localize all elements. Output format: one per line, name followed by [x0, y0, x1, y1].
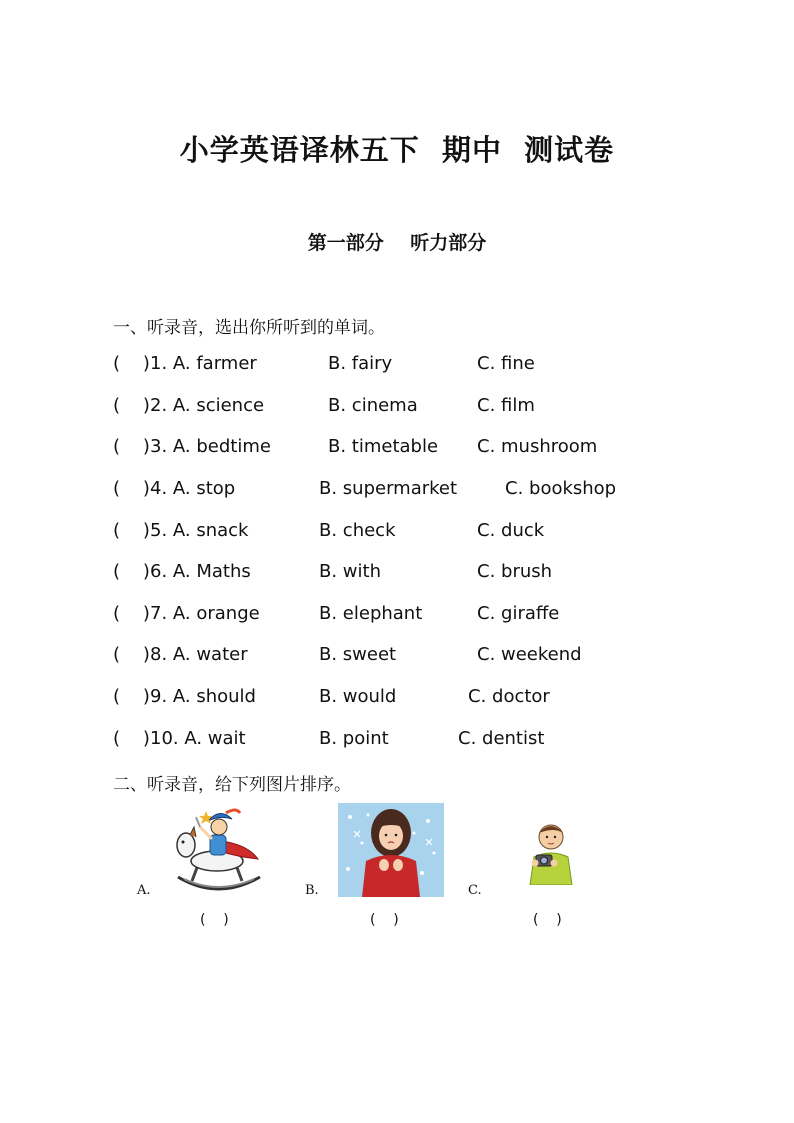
option-b: B. sweet — [319, 644, 397, 665]
answer-blank[interactable]: ( ) — [113, 353, 150, 374]
answer-blank[interactable]: ( ) — [113, 686, 150, 707]
option-b: B. fairy — [328, 353, 393, 374]
picture-a-answer-blank[interactable]: ( ) — [200, 912, 229, 928]
picture-a-letter: A. — [137, 883, 151, 898]
option-a: 5. A. snack — [150, 520, 249, 541]
option-b: B. point — [319, 728, 389, 749]
girl-in-snow-icon — [338, 803, 444, 897]
option-c: C. fine — [477, 353, 535, 374]
option-a: 6. A. Maths — [150, 561, 251, 582]
option-c: C. mushroom — [477, 436, 598, 457]
option-a: 10. A. wait — [150, 728, 246, 749]
answer-blank[interactable]: ( ) — [113, 478, 150, 499]
option-a: 4. A. stop — [150, 478, 236, 499]
option-c: C. bookshop — [505, 478, 617, 499]
option-c: C. duck — [477, 520, 545, 541]
question-row-7 — [113, 603, 713, 633]
option-b: B. would — [319, 686, 397, 707]
page-title: 小学英语译林五下 期中 测试卷 — [179, 133, 615, 167]
option-b: B. check — [319, 520, 396, 541]
answer-blank[interactable]: ( ) — [113, 395, 150, 416]
picture-c-answer-blank[interactable]: ( ) — [533, 912, 562, 928]
section-two-heading: 二、听录音，给下列图片排序。 — [113, 775, 351, 795]
option-a: 9. A. should — [150, 686, 256, 707]
question-row-4 — [113, 478, 713, 508]
picture-b-answer-blank[interactable]: ( ) — [370, 912, 399, 928]
answer-blank[interactable]: ( ) — [113, 603, 150, 624]
answer-blank[interactable]: ( ) — [113, 644, 150, 665]
question-row-9 — [113, 686, 713, 716]
option-b: B. timetable — [328, 436, 439, 457]
picture-b-letter: B. — [305, 883, 319, 898]
option-a: 3. A. bedtime — [150, 436, 271, 457]
answer-blank[interactable]: ( ) — [113, 520, 150, 541]
question-row-2 — [113, 395, 713, 425]
question-row-5 — [113, 520, 713, 550]
question-row-8 — [113, 644, 713, 674]
question-row-10 — [113, 728, 713, 758]
option-c: C. doctor — [468, 686, 550, 707]
option-a: 2. A. science — [150, 395, 265, 416]
section-one-heading: 一、听录音，选出你所听到的单词。 — [113, 318, 385, 338]
question-row-1 — [113, 353, 713, 383]
question-row-3 — [113, 436, 713, 466]
option-a: 8. A. water — [150, 644, 248, 665]
option-b: B. cinema — [328, 395, 418, 416]
answer-blank[interactable]: ( ) — [113, 436, 150, 457]
option-c: C. dentist — [458, 728, 545, 749]
rocking-horse-child-icon — [170, 805, 265, 897]
option-c: C. weekend — [477, 644, 582, 665]
answer-blank[interactable]: ( ) — [113, 728, 150, 749]
option-c: C. brush — [477, 561, 553, 582]
option-a: 1. A. farmer — [150, 353, 257, 374]
option-c: C. giraffe — [477, 603, 560, 624]
option-a: 7. A. orange — [150, 603, 260, 624]
option-b: B. elephant — [319, 603, 423, 624]
option-b: B. with — [319, 561, 381, 582]
answer-blank[interactable]: ( ) — [113, 561, 150, 582]
option-b: B. supermarket — [319, 478, 458, 499]
part-heading: 第一部分 听力部分 — [307, 232, 487, 254]
boy-with-camera-icon — [520, 815, 582, 885]
question-row-6 — [113, 561, 713, 591]
option-c: C. film — [477, 395, 535, 416]
picture-c-letter: C. — [468, 883, 482, 898]
